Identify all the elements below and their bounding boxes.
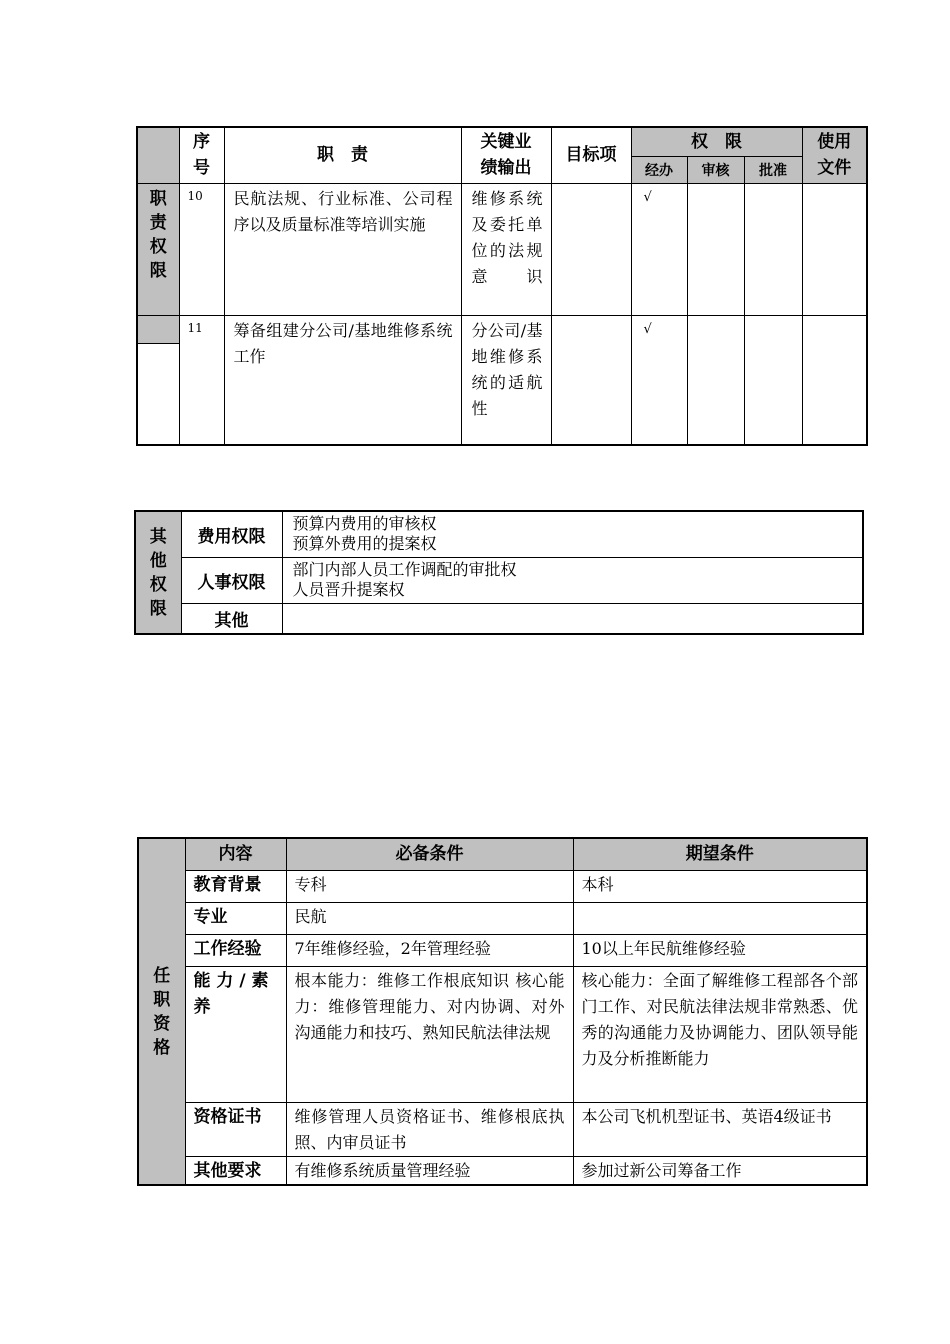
row-duty: 筹备组建分公司/基地维修系统工作 <box>224 315 461 445</box>
row-label: 其他 <box>181 603 282 634</box>
row-docs <box>802 315 867 445</box>
row-kpi: 分公司/基地维修系统的适航性 <box>461 315 551 445</box>
row-required: 民航 <box>286 902 573 934</box>
row-content <box>282 603 863 634</box>
section-label-other: 其他权限 <box>135 511 181 634</box>
row-required: 有维修系统质量管理经验 <box>286 1156 573 1185</box>
table-row <box>138 966 867 1102</box>
row-required: 7年维修经验，2年管理经验 <box>286 934 573 966</box>
row-label: 资格证书 <box>185 1102 286 1156</box>
other-authority-table <box>134 510 864 635</box>
table-row <box>138 1102 867 1156</box>
header-docs: 使用文件 <box>802 127 867 183</box>
row-label: 教育背景 <box>185 870 286 902</box>
table-row <box>135 557 863 603</box>
table-row <box>137 315 867 445</box>
header-kpi: 关键业绩输出 <box>461 127 551 183</box>
row-content: 部门内部人员工作调配的审批权 人员晋升提案权 <box>282 557 863 603</box>
row-content: 预算内费用的审核权 预算外费用的提案权 <box>282 511 863 557</box>
table-row <box>138 1156 867 1185</box>
row-docs <box>802 183 867 315</box>
section-label-cell <box>137 315 179 445</box>
row-required: 专科 <box>286 870 573 902</box>
row-approve <box>744 315 802 445</box>
row-label: 工作经验 <box>185 934 286 966</box>
row-label: 能 力 / 素 养 <box>185 966 286 1102</box>
table-row <box>138 870 867 902</box>
row-review <box>687 183 744 315</box>
section-label-qualifications: 任职资格 <box>138 838 185 1185</box>
row-target <box>551 183 631 315</box>
row-expected: 本科 <box>573 870 867 902</box>
table-row <box>135 603 863 634</box>
row-target <box>551 315 631 445</box>
row-handle-check: √ <box>631 315 687 445</box>
row-label: 专业 <box>185 902 286 934</box>
row-duty: 民航法规、行业标准、公司程序以及质量标准等培训实施 <box>224 183 461 315</box>
header-target: 目标项 <box>551 127 631 183</box>
row-expected: 核心能力：全面了解维修工程部各个部门工作、对民航法律法规非常熟悉、优秀的沟通能力及协调能力、团队领导能力及分析推断能力 <box>573 966 867 1102</box>
header-duty: 职 责 <box>224 127 461 183</box>
header-approve: 批准 <box>744 156 802 183</box>
header-expected: 期望条件 <box>573 838 867 870</box>
table-row <box>137 183 867 315</box>
table-row <box>138 934 867 966</box>
row-seq: 10 <box>179 183 224 315</box>
row-kpi: 维修系统及委托单位的法规意识 <box>461 183 551 315</box>
qualifications-table <box>137 837 868 1186</box>
row-expected: 参加过新公司筹备工作 <box>573 1156 867 1185</box>
header-required: 必备条件 <box>286 838 573 870</box>
table-row <box>138 902 867 934</box>
header-blank-cell <box>137 127 179 183</box>
row-approve <box>744 183 802 315</box>
header-handle: 经办 <box>631 156 687 183</box>
table-row <box>135 511 863 557</box>
header-seq: 序号 <box>179 127 224 183</box>
section-label-duties: 职责权限 <box>137 183 179 315</box>
header-content: 内容 <box>185 838 286 870</box>
row-handle-check: √ <box>631 183 687 315</box>
row-label: 人事权限 <box>181 557 282 603</box>
row-label: 其他要求 <box>185 1156 286 1185</box>
row-seq: 11 <box>179 315 224 445</box>
row-label: 费用权限 <box>181 511 282 557</box>
row-review <box>687 315 744 445</box>
row-required: 根本能力：维修工作根底知识 核心能力：维修管理能力、对内协调、对外沟通能力和技巧、熟知民航法律法规 <box>286 966 573 1102</box>
row-expected <box>573 902 867 934</box>
row-expected: 10以上年民航维修经验 <box>573 934 867 966</box>
header-authority: 权 限 <box>631 127 802 156</box>
row-required: 维修管理人员资格证书、维修根底执照、内审员证书 <box>286 1102 573 1156</box>
duties-table <box>136 126 868 446</box>
header-review: 审核 <box>687 156 744 183</box>
row-expected: 本公司飞机机型证书、英语4级证书 <box>573 1102 867 1156</box>
